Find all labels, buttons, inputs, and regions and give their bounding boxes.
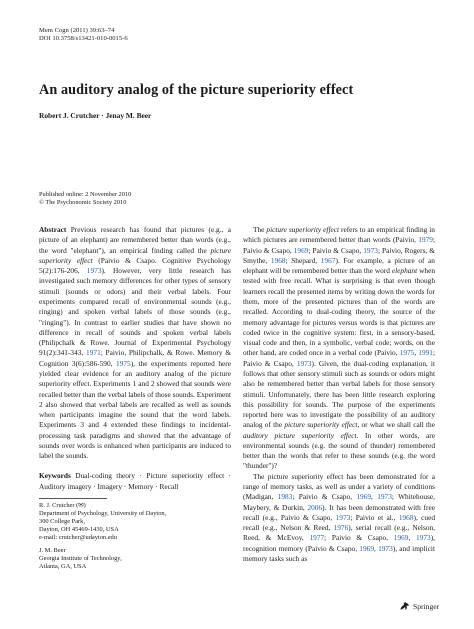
footnote-divider (39, 498, 107, 499)
affiliations (39, 502, 231, 571)
author1-name: R. J. Crutcher (✉) (39, 502, 86, 510)
author2-name: J. M. Beer (39, 547, 66, 555)
running-header (39, 27, 128, 43)
author2-affil-line: Georgia Institute of Technology, (39, 555, 122, 563)
citation-link[interactable]: 1969 (393, 533, 409, 543)
citation-link[interactable]: 1968 (398, 512, 414, 522)
author1-affil-line: 300 College Park, (39, 518, 85, 526)
citation-link[interactable]: 1971 (86, 348, 101, 358)
citation-link[interactable]: 1977 (309, 533, 325, 543)
citation-link[interactable]: 1973 (86, 266, 102, 276)
author1-affil-line: Department of Psychology, University of Dayton, (39, 510, 167, 518)
citation-link[interactable]: 2006 (307, 502, 323, 512)
citation-link[interactable]: 1973 (377, 492, 392, 502)
journal-citation: Mem Cogn (2011) 39:63–74 (39, 27, 115, 34)
right-column (243, 225, 435, 564)
keywords-text: Dual-coding theory · Picture superiority effect · Auditory imagery · Imagery · Memory · Recall (39, 471, 231, 491)
citation-link[interactable]: 1973 (416, 533, 431, 543)
author1-email[interactable]: e-mail: crutcher@udayton.edu (39, 534, 117, 542)
publication-info (39, 191, 131, 207)
citation-link[interactable]: 1979 (418, 235, 433, 245)
body-paragraph-2: The picture superiority effect has been demonstrated for a range of memory tasks, as well as under a variety of conditions (Madigan, 1983; Paivio & Csapo, 1969, 1973; Whitehouse, Maybery, & Durkin, 2006). It has been demonstrated with free recall (e.g., Paivio & Csapo, 1973; Paivio et al., 1968), cued recall (e.g., Nelson & Reed, 1976), serial recall (e.g., Nelson, Reed, & McEvoy, 1977; Paivio & Csapo, 1969, 1973), recognition memory (Paivio & Csapo, 1969, 1973), and implicit memory tasks such as (243, 471, 436, 563)
citation-link[interactable]: 1967 (320, 255, 336, 265)
citation-link[interactable]: 1973 (363, 245, 378, 255)
citation-link[interactable]: 1969 (293, 245, 309, 255)
abstract-label: Abstract (39, 225, 67, 234)
italic-term: auditory picture superiority effect (243, 430, 357, 440)
citation-link[interactable]: 1968 (270, 255, 286, 265)
citation-link[interactable]: 1973 (296, 358, 312, 368)
citation-link[interactable]: 1969 (359, 543, 374, 553)
article-title: An auditory analog of the picture superiority effect (39, 82, 354, 98)
citation-link[interactable]: 1973 (378, 543, 393, 553)
author2-affil-line: Atlanta, GA, USA (39, 563, 87, 571)
citation-link[interactable]: 1975 (399, 348, 415, 358)
author1-affil-line: Dayton, OH 45469-1430, USA (39, 526, 119, 534)
copyright: © The Psychonomic Society 2010 (39, 199, 127, 206)
citation-link[interactable]: 1983 (277, 492, 293, 502)
abstract-text: Previous research has found that pictures (e.g., a picture of an elephant) are remembered better than words (e.g., the word "elephant"), an empirical finding called the picture superiority effect (Paivio & Csapo. Cognitive Psychology 5(2):176-206, 1973). However, very little research has investigated such memory differences for other types of sensory stimuli (sounds or odors) and their verbal labels. Four experiments compared recall of environmental sounds (e.g., ringing) and spoken verbal labels of those sounds (e.g., "ringing"). In contrast to earlier studies that have shown no difference in recall of sounds and spoken verbal labels (Philipchalk & Rowe. Journal of Experimental Psychology 91(2):341-343, 1971; Paivio, Philipchalk, & Rowe. Memory & Cognition 3(6):586-590, 1975), the experiments reported here yielded clear evidence for an auditory analog of the picture superiority effect. Experiments 1 and 2 showed that sounds were recalled better than the verbal labels of those sounds. Experiment 2 also showed that verbal labels are recalled as well as sounds when participants imagine the sound that the word labels. Experiments 3 and 4 extended these findings to incidental-processing task paradigms and showed that the advantage of sounds over words is enhanced when participants are induced to label the sounds. (39, 225, 231, 461)
springer-logo (399, 601, 439, 611)
doi: DOI 10.3758/s13421-010-0015-6 (39, 35, 128, 42)
left-column (39, 225, 231, 571)
published-date: Published online: 2 November 2010 (39, 191, 132, 198)
citation-link[interactable]: 1969 (356, 492, 372, 502)
abstract (39, 225, 231, 461)
springer-horse-icon (399, 601, 410, 611)
citation-link[interactable]: 1973 (335, 512, 351, 522)
author-line: Robert J. Crutcher · Jenay M. Beer (39, 111, 152, 120)
italic-term: picture superiority effect (266, 225, 340, 234)
publisher-name: Springer (413, 601, 440, 611)
keywords (39, 471, 231, 492)
italic-term: picture superiority effect (284, 420, 358, 430)
citation-link[interactable]: 1975 (116, 358, 131, 368)
keywords-label: Keywords (39, 471, 71, 481)
body-paragraph-1: The picture superiority effect refers to an empirical finding in which pictures are remembered better than words (Paivio, 1979; Paivio & Csapo, 1969; Paivio & Csapo, 1973; Paivio, Rogers, & Smythe, 1968; Shepard, 1967). For example, a picture of an elephant will be remembered better than the word elephant when tested with free recall. What is surprising is that even though learners recall the presented items by writing down the words for them, more of the presented pictures than of the words are recalled. According to dual-coding theory, the source of the memory advantage for pictures versus words is that pictures are coded twice in the cognitive system: first, in a sensory-based, visual code and then, in a symbolic, verbal code; words, on the other hand, are coded once in a verbal code (Paivio, 1975, 1991; Paivio & Csapo, 1973). Given, the dual-coding explanation, it follows that other sensory stimuli such as sounds or odors might also be remembered better than verbal labels for those sensory stimuli. Unfortunately, there has been little research exploring this possibility for sounds. The purpose of the experiments reported here was to investigate the possibility of an auditory analog of the picture superiority effect, or what we shall call the auditory picture superiority effect. In other words, are environmental sounds (e.g. the sound of thunder) remembered better than the words that refer to these sounds (e.g. the word "thunder")? (243, 225, 436, 471)
italic-term: picture superiority effect (39, 245, 231, 265)
italic-term: elephant (391, 266, 418, 276)
citation-link[interactable]: 1976 (333, 523, 349, 533)
citation-link[interactable]: 1991 (418, 348, 433, 358)
